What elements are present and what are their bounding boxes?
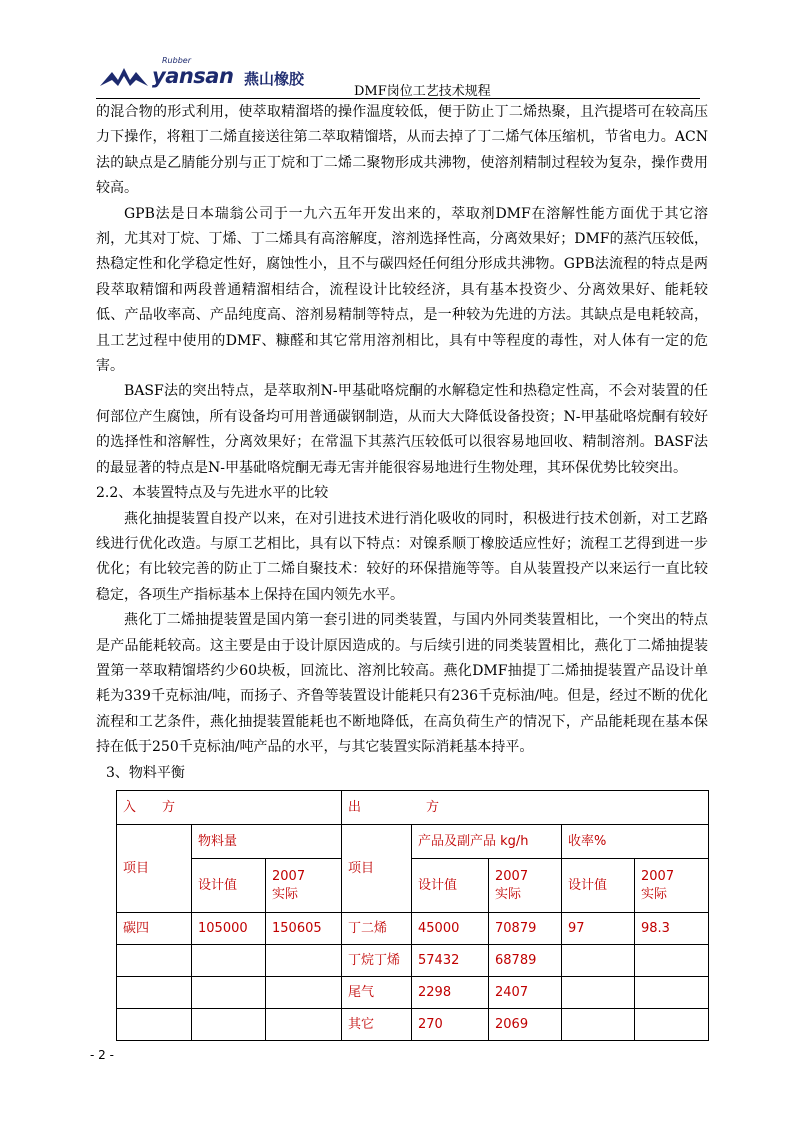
page-number: - 2 - — [90, 1048, 114, 1062]
logo-chinese-text: 燕山橡胶 — [244, 70, 305, 88]
cell-yield-design: 97 — [562, 913, 635, 945]
cell-in-design — [192, 1009, 266, 1041]
cell-out-design: 270 — [412, 1009, 489, 1041]
cell-out-actual: 70879 — [489, 913, 562, 945]
bird-logo-icon — [98, 66, 150, 90]
table-header-products: 产品及副产品 kg/h — [412, 825, 562, 859]
cell-out-item: 丁烷丁烯 — [342, 945, 412, 977]
cell-in-item — [117, 977, 192, 1009]
cell-out-item: 丁二烯 — [342, 913, 412, 945]
cell-in-design — [192, 945, 266, 977]
cell-out-actual: 68789 — [489, 945, 562, 977]
table-row — [117, 945, 709, 977]
paragraph: GPB法是日本瑞翁公司于一九六五年开发出来的，萃取剂DMF在溶解性能方面优于其它溶剂，尤其对丁烷、丁烯、丁二烯具有高溶解度，溶剂选择性高，分离效果好；DMF的蒸汽压较低，热稳定性和化学稳定性好，腐蚀性小，且不与碳四烃任何组分形成共沸物。GPB法流程的特点是两段萃取精馏和两段普通精溜相结合，流程设计比较经济，具有基本投资少、分离效果好、能耗较低、产品收率高、产品纯度高、溶剂易精制等特点，是一种较为先进的方法。其缺点是电耗较高，且工艺过程中使用的DMF、糠醛和其它常用溶剂相比，具有中等程度的毒性，对人体有一定的危害。 — [96, 205, 708, 375]
document-body — [96, 100, 708, 786]
cell-out-actual: 2407 — [489, 977, 562, 1009]
table-row — [117, 913, 709, 945]
cell-in-actual — [266, 977, 342, 1009]
logo-rubber-text: Rubber — [162, 56, 191, 65]
cell-in-actual — [266, 1009, 342, 1041]
section-heading: 3、物料平衡 — [106, 764, 185, 781]
cell-in-design: 105000 — [192, 913, 266, 945]
cell-yield-design — [562, 1009, 635, 1041]
cell-out-design: 57432 — [412, 945, 489, 977]
table-header-material: 物料量 — [192, 825, 342, 859]
table-row — [117, 977, 709, 1009]
table-header-in: 入 方 — [117, 791, 342, 825]
section-heading: 2.2、本装置特点及与先进水平的比较 — [96, 485, 329, 502]
cell-in-design — [192, 977, 266, 1009]
cell-out-design: 2298 — [412, 977, 489, 1009]
table-header-design: 设计值 — [192, 859, 266, 913]
paragraph: 的混合物的形式利用，使萃取精溜塔的操作温度较低，便于防止丁二烯热聚，且汽提塔可在较高压力下操作，将粗丁二烯直接送往第二萃取精馏塔，从而去掉了丁二烯气体压缩机，节省电力。ACN法的缺点是乙腈能分别与正丁烷和丁二烯二聚物形成共沸物，使溶剂精制过程较为复杂，操作费用较高。 — [96, 104, 708, 197]
cell-yield-design — [562, 945, 635, 977]
cell-in-item — [117, 945, 192, 977]
cell-in-actual — [266, 945, 342, 977]
cell-out-item: 尾气 — [342, 977, 412, 1009]
logo-brand-text: yansan — [152, 64, 234, 88]
cell-in-item: 碳四 — [117, 913, 192, 945]
cell-out-design: 45000 — [412, 913, 489, 945]
paragraph: 燕化抽提装置自投产以来，在对引进技术进行消化吸收的同时，积极进行技术创新，对工艺路线进行优化改造。与原工艺相比，具有以下特点：对镍系顺丁橡胶适应性好；流程工艺得到进一步优化；有比较完善的防止丁二烯自聚技术：较好的环保措施等等。自从装置投产以来运行一直比较稳定，各项生产指标基本上保持在国内领先水平。 — [96, 510, 708, 603]
table-header-design: 设计值 — [412, 859, 489, 913]
cell-in-item — [117, 1009, 192, 1041]
paragraph: 燕化丁二烯抽提装置是国内第一套引进的同类装置，与国内外同类装置相比，一个突出的特点是产品能耗较高。这主要是由于设计原因造成的。与后续引进的同类装置相比，燕化丁二烯抽提装置第一萃取精馏塔约少60块板，回流比、溶剂比较高。燕化DMF抽提丁二烯抽提装置产品设计单耗为339千克标油/吨，而扬子、齐鲁等装置设计能耗只有236千克标油/吨。但是，经过不断的优化流程和工艺条件，燕化抽提装置能耗也不断地降低，在高负荷生产的情况下，产品能耗现在基本保持在低于250千克标油/吨产品的水平，与其它装置实际消耗基本持平。 — [96, 612, 708, 756]
table-header-actual: 2007 实际 — [266, 859, 342, 913]
table-row — [117, 1009, 709, 1041]
table-header-actual: 2007 实际 — [489, 859, 562, 913]
table-header-item: 项目 — [342, 825, 412, 913]
material-balance-table — [116, 790, 709, 1041]
cell-yield-actual — [635, 945, 709, 977]
document-title: DMF岗位工艺技术规程 — [354, 84, 491, 99]
page-header — [96, 58, 700, 99]
cell-in-actual: 150605 — [266, 913, 342, 945]
table-header-yield: 收率% — [562, 825, 709, 859]
table-header-out: 出 方 — [342, 791, 709, 825]
cell-out-item: 其它 — [342, 1009, 412, 1041]
cell-yield-actual: 98.3 — [635, 913, 709, 945]
cell-out-actual: 2069 — [489, 1009, 562, 1041]
cell-yield-design — [562, 977, 635, 1009]
paragraph: BASF法的突出特点，是萃取剂N-甲基砒咯烷酮的水解稳定性和热稳定性高，不会对装置的任何部位产生腐蚀，所有设备均可用普通碳钢制造，从而大大降低设备投资；N-甲基砒咯烷酮有较好的选择性和溶解性，分离效果好；在常温下其蒸汽压较低可以很容易地回收、精制溶剂。BASF法的最显著的特点是N-甲基砒咯烷酮无毒无害并能很容易地进行生物处理，其环保优势比较突出。 — [96, 383, 708, 476]
cell-yield-actual — [635, 1009, 709, 1041]
cell-yield-actual — [635, 977, 709, 1009]
table-header-item: 项目 — [117, 825, 192, 913]
table-header-design: 设计值 — [562, 859, 635, 913]
table-header-actual: 2007 实际 — [635, 859, 709, 913]
